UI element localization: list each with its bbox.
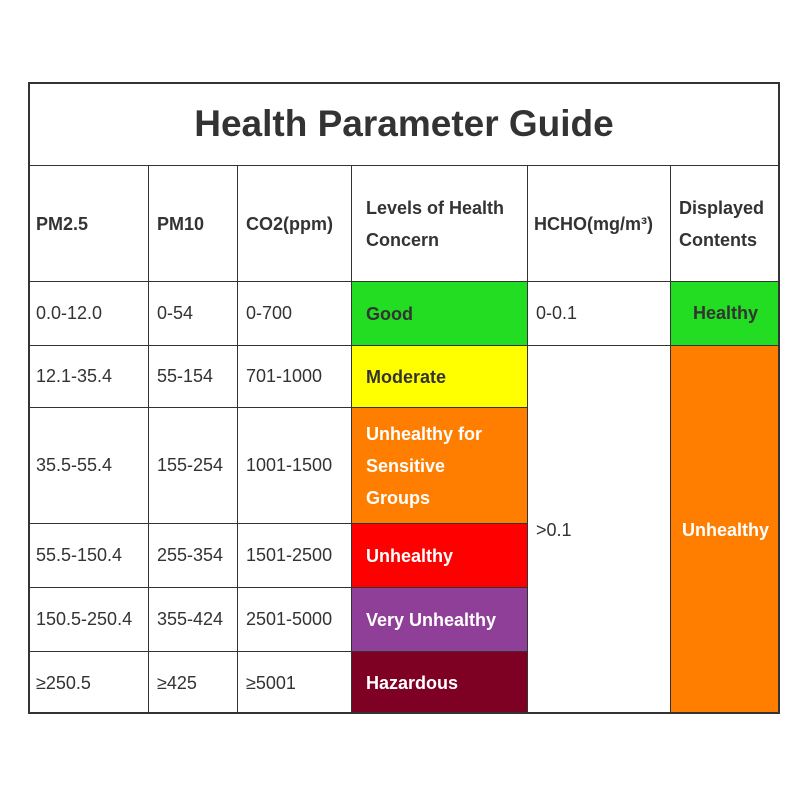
cell-pm25: ≥250.5 bbox=[28, 652, 149, 714]
header-hcho: HCHO(mg/m³) bbox=[528, 166, 671, 282]
cell-co2: 1501-2500 bbox=[238, 524, 352, 588]
header-display: Displayed Contents bbox=[671, 166, 780, 282]
header-co2: CO2(ppm) bbox=[238, 166, 352, 282]
level-hazardous: Hazardous bbox=[352, 652, 528, 714]
cell-pm25: 35.5-55.4 bbox=[28, 408, 149, 524]
level-unhealthy: Unhealthy bbox=[352, 524, 528, 588]
cell-pm25: 55.5-150.4 bbox=[28, 524, 149, 588]
header-levels: Levels of Health Concern bbox=[352, 166, 528, 282]
level-moderate: Moderate bbox=[352, 346, 528, 408]
level-very-unhealthy: Very Unhealthy bbox=[352, 588, 528, 652]
display-unhealthy: Unhealthy bbox=[671, 346, 780, 714]
level-sensitive: Unhealthy for Sensitive Groups bbox=[352, 408, 528, 524]
cell-co2: 0-700 bbox=[238, 282, 352, 346]
cell-pm25: 12.1-35.4 bbox=[28, 346, 149, 408]
cell-co2: 1001-1500 bbox=[238, 408, 352, 524]
cell-pm10: 0-54 bbox=[149, 282, 238, 346]
header-pm10: PM10 bbox=[149, 166, 238, 282]
cell-co2: 701-1000 bbox=[238, 346, 352, 408]
cell-pm25: 0.0-12.0 bbox=[28, 282, 149, 346]
hcho-bad: >0.1 bbox=[528, 346, 671, 714]
cell-co2: ≥5001 bbox=[238, 652, 352, 714]
hcho-good: 0-0.1 bbox=[528, 282, 671, 346]
cell-pm10: ≥425 bbox=[149, 652, 238, 714]
level-good: Good bbox=[352, 282, 528, 346]
cell-pm10: 255-354 bbox=[149, 524, 238, 588]
header-pm25: PM2.5 bbox=[28, 166, 149, 282]
cell-pm10: 355-424 bbox=[149, 588, 238, 652]
display-healthy: Healthy bbox=[671, 282, 780, 346]
table-frame bbox=[28, 82, 780, 714]
cell-co2: 2501-5000 bbox=[238, 588, 352, 652]
page-title: Health Parameter Guide bbox=[28, 82, 780, 166]
cell-pm10: 155-254 bbox=[149, 408, 238, 524]
cell-pm10: 55-154 bbox=[149, 346, 238, 408]
cell-pm25: 150.5-250.4 bbox=[28, 588, 149, 652]
